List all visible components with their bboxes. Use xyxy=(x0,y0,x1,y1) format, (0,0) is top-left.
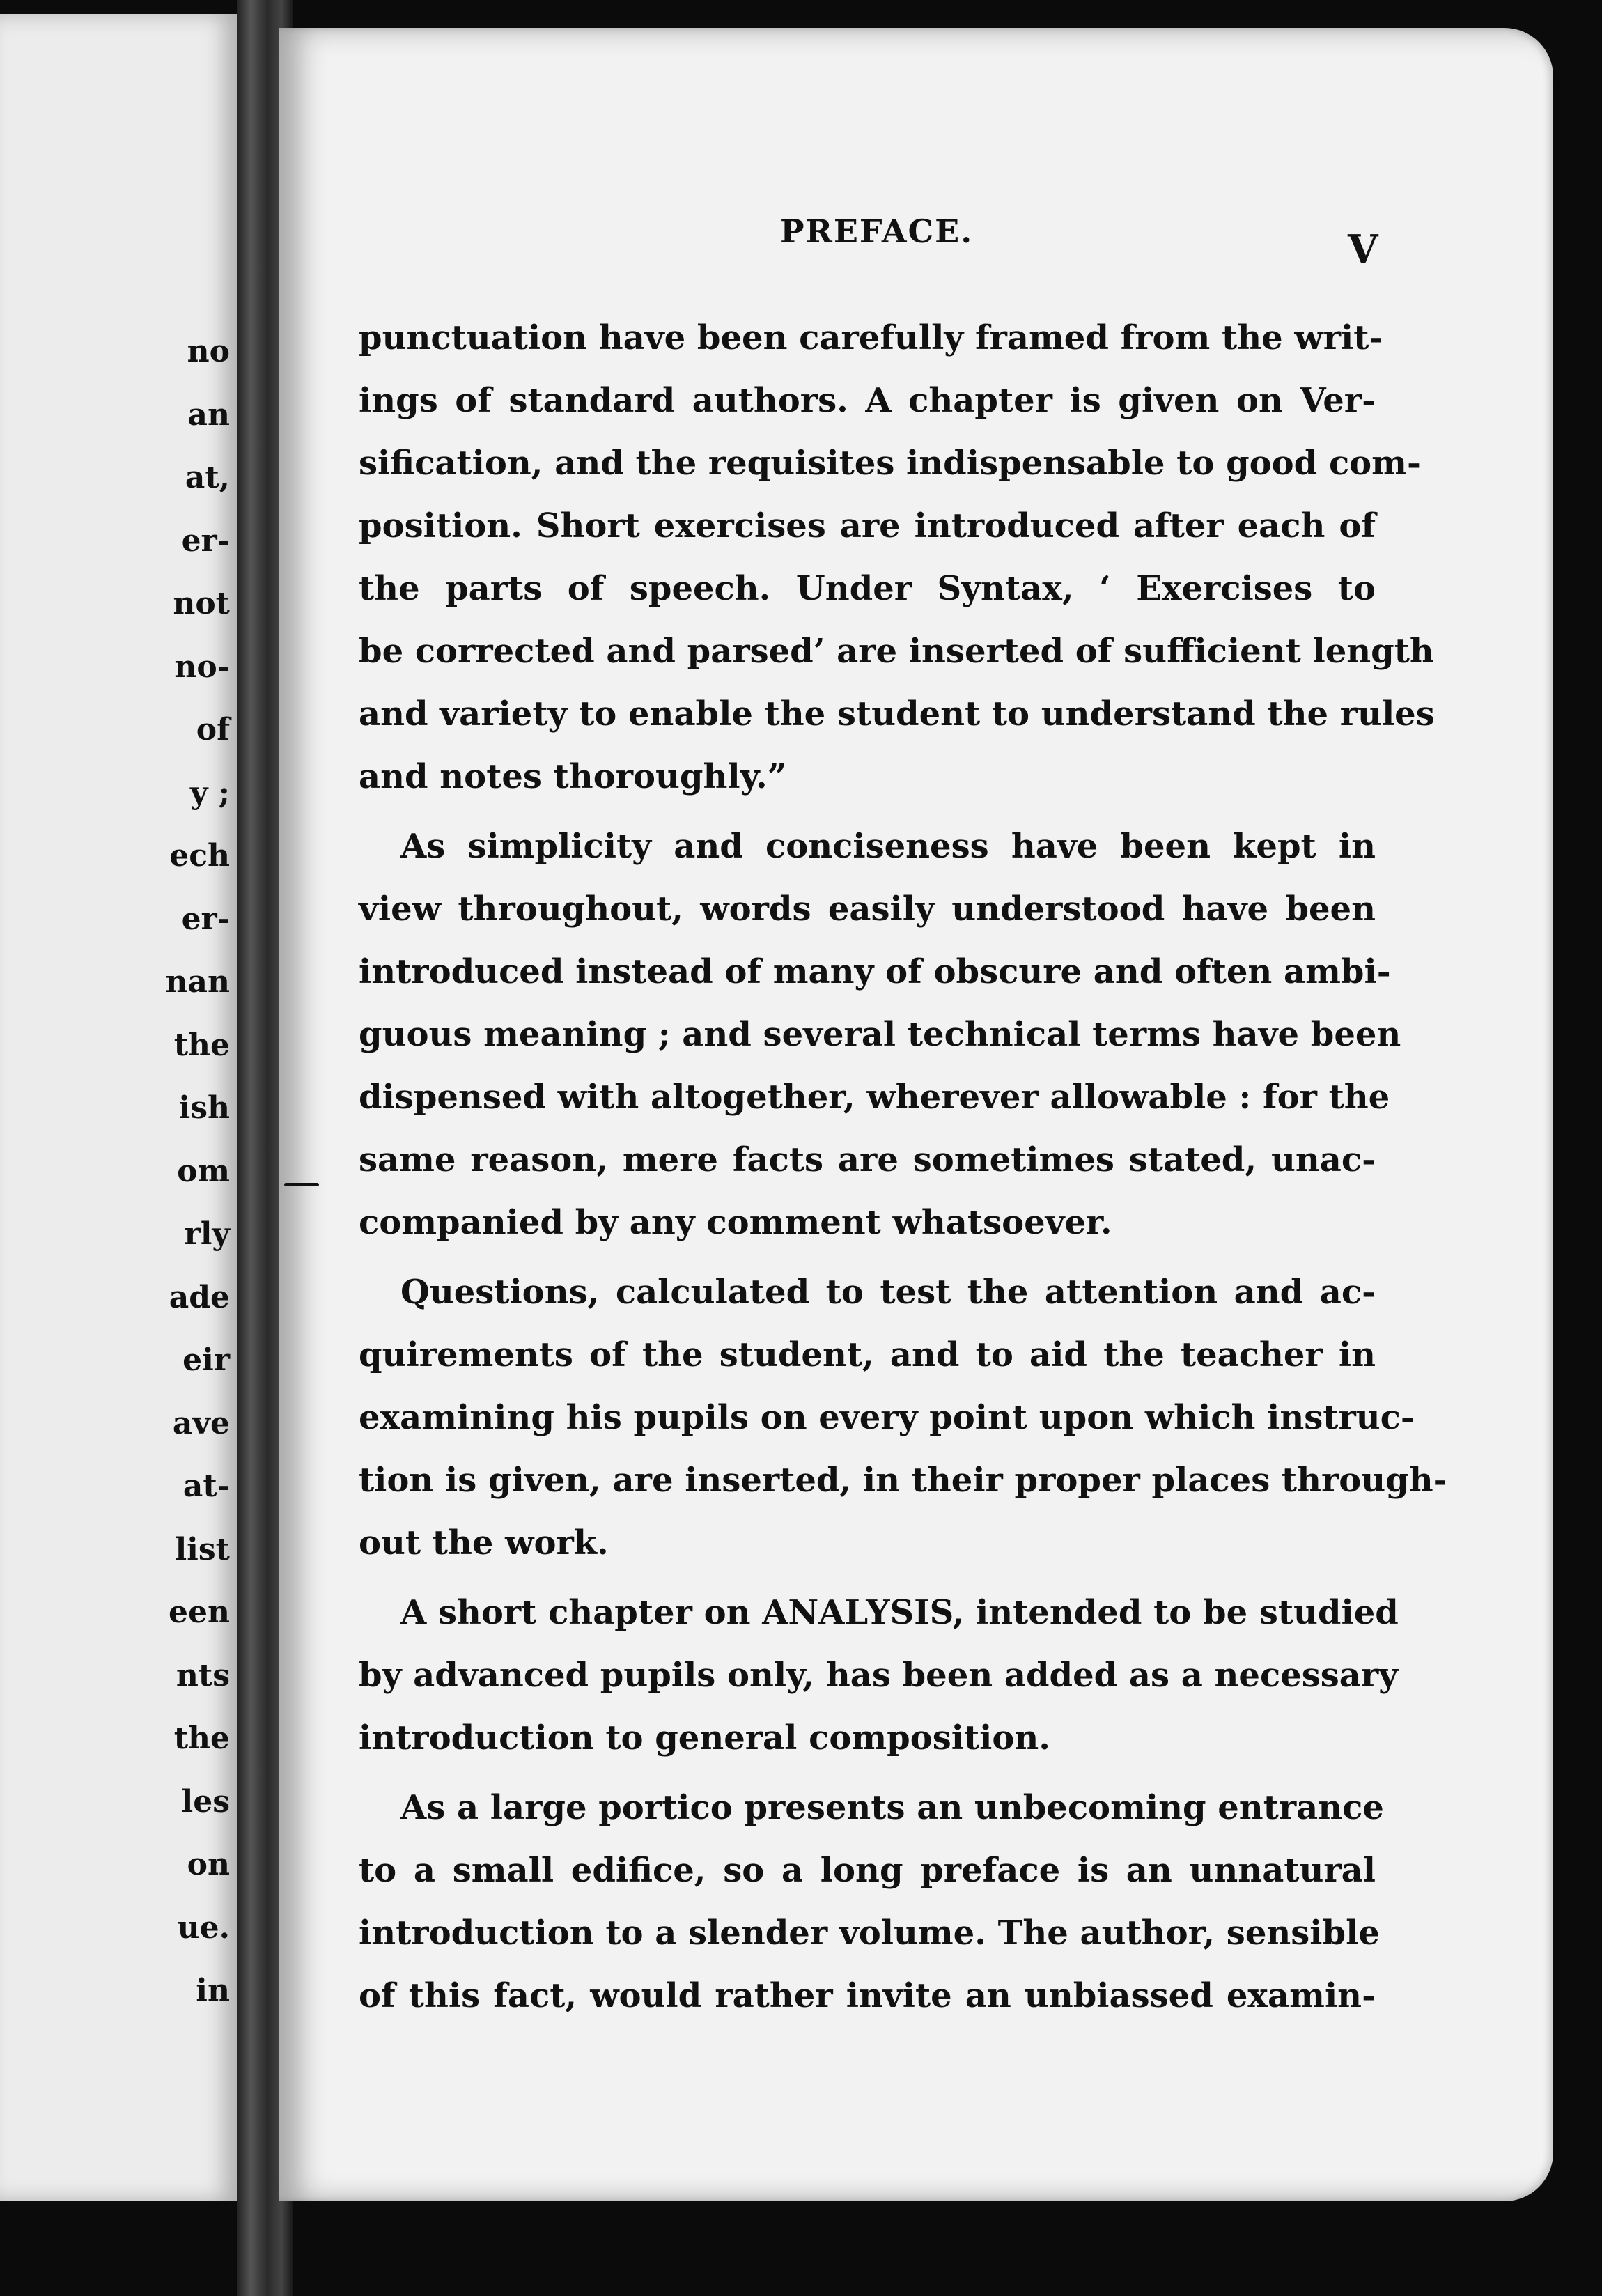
text-line: punctuation have been carefully framed from the writ- xyxy=(359,318,1383,357)
text-line: introduction to general composition. xyxy=(359,1719,1050,1758)
text-line: A short chapter on ANALYSIS, intended to be studied xyxy=(400,1593,1399,1632)
text-line: dispensed with altogether, wherever allowable : for the xyxy=(359,1078,1390,1117)
text-line: be corrected and parsed’ are inserted of sufficient length xyxy=(359,632,1434,671)
facing-page-fragment: ave xyxy=(172,1405,230,1441)
facing-page-fragment: er- xyxy=(181,522,230,559)
facing-page-fragment: nts xyxy=(176,1657,230,1693)
facing-page-fragment: nan xyxy=(165,964,230,1000)
text-line: ings of standard authors. A chapter is given on Ver- xyxy=(359,381,1376,420)
text-line: guous meaning ; and several technical terms have been xyxy=(359,1015,1401,1054)
text-line: introduced instead of many of obscure and often ambi- xyxy=(359,952,1391,991)
preface-body xyxy=(359,307,1447,2034)
margin-mark xyxy=(284,1183,319,1186)
text-line: examining his pupils on every point upon which instruc- xyxy=(359,1398,1415,1437)
facing-page-fragment: ish xyxy=(178,1090,230,1126)
facing-page-fragment: list xyxy=(175,1531,230,1567)
facing-page-fragment: no- xyxy=(174,649,230,685)
running-head: PREFACE. xyxy=(780,212,974,250)
facing-page-fragment: ue. xyxy=(177,1909,230,1946)
text-line: and notes thoroughly.” xyxy=(359,757,787,796)
text-line: As a large portico presents an unbecoming entrance xyxy=(400,1788,1384,1827)
facing-page-fragment: of xyxy=(196,712,230,747)
facing-page-fragment: at, xyxy=(185,460,230,495)
facing-page-fragment: in xyxy=(196,1973,230,2008)
text-line: As simplicity and conciseness have been kept in xyxy=(400,827,1376,866)
text-line: by advanced pupils only, has been added as a necessary xyxy=(359,1656,1399,1695)
facing-page-fragment: een xyxy=(169,1595,230,1630)
text-line: tion is given, are inserted, in their proper places through- xyxy=(359,1461,1447,1500)
text-line: the parts of speech. Under Syntax, ‘ Exercises to xyxy=(359,569,1376,608)
text-line: of this fact, would rather invite an unbiassed examin- xyxy=(359,1976,1376,2015)
text-line: introduction to a slender volume. The author, sensible xyxy=(359,1914,1380,1953)
facing-page-fragment: the xyxy=(173,1721,230,1756)
facing-page-fragment: om xyxy=(177,1153,230,1189)
facing-page-fragment: y ; xyxy=(189,775,230,811)
text-line: and variety to enable the student to understand the rules xyxy=(359,695,1435,734)
text-line: quirements of the student, and to aid the teacher in xyxy=(359,1335,1376,1374)
page-number: V xyxy=(1348,226,1378,272)
facing-page-fragment: at- xyxy=(182,1468,230,1504)
facing-page-fragment: on xyxy=(187,1847,230,1882)
paragraph xyxy=(359,815,1401,1254)
facing-page-text-fragments xyxy=(153,320,237,2023)
text-line: view throughout, words easily understood have been xyxy=(359,890,1376,929)
facing-page-fragment: the xyxy=(173,1027,230,1063)
paragraph xyxy=(359,1581,1399,1769)
facing-page-fragment: rly xyxy=(184,1216,230,1252)
facing-page-fragment: ech xyxy=(169,838,230,874)
facing-page-fragment: les xyxy=(181,1783,230,1820)
facing-page xyxy=(0,14,237,2201)
facing-page-fragment: ade xyxy=(169,1279,230,1315)
facing-page-fragment: er- xyxy=(181,901,230,937)
paragraph xyxy=(359,307,1435,808)
text-line: Questions, calculated to test the attention and ac- xyxy=(400,1273,1376,1312)
paragraph xyxy=(359,1776,1384,2027)
facing-page-fragment: not xyxy=(173,586,230,621)
facing-page-fragment: an xyxy=(187,396,230,433)
facing-page-fragment: no xyxy=(187,334,230,369)
facing-page-fragment: eir xyxy=(182,1342,230,1378)
text-line: companied by any comment whatsoever. xyxy=(359,1203,1112,1242)
text-line: position. Short exercises are introduced after each of xyxy=(359,506,1376,545)
text-line: to a small edifice, so a long preface is an unnatural xyxy=(359,1851,1376,1890)
text-line: out the work. xyxy=(359,1523,609,1562)
paragraph xyxy=(359,1261,1447,1574)
text-line: same reason, mere facts are sometimes stated, unac- xyxy=(359,1140,1376,1179)
text-line: sification, and the requisites indispensable to good com- xyxy=(359,444,1421,483)
